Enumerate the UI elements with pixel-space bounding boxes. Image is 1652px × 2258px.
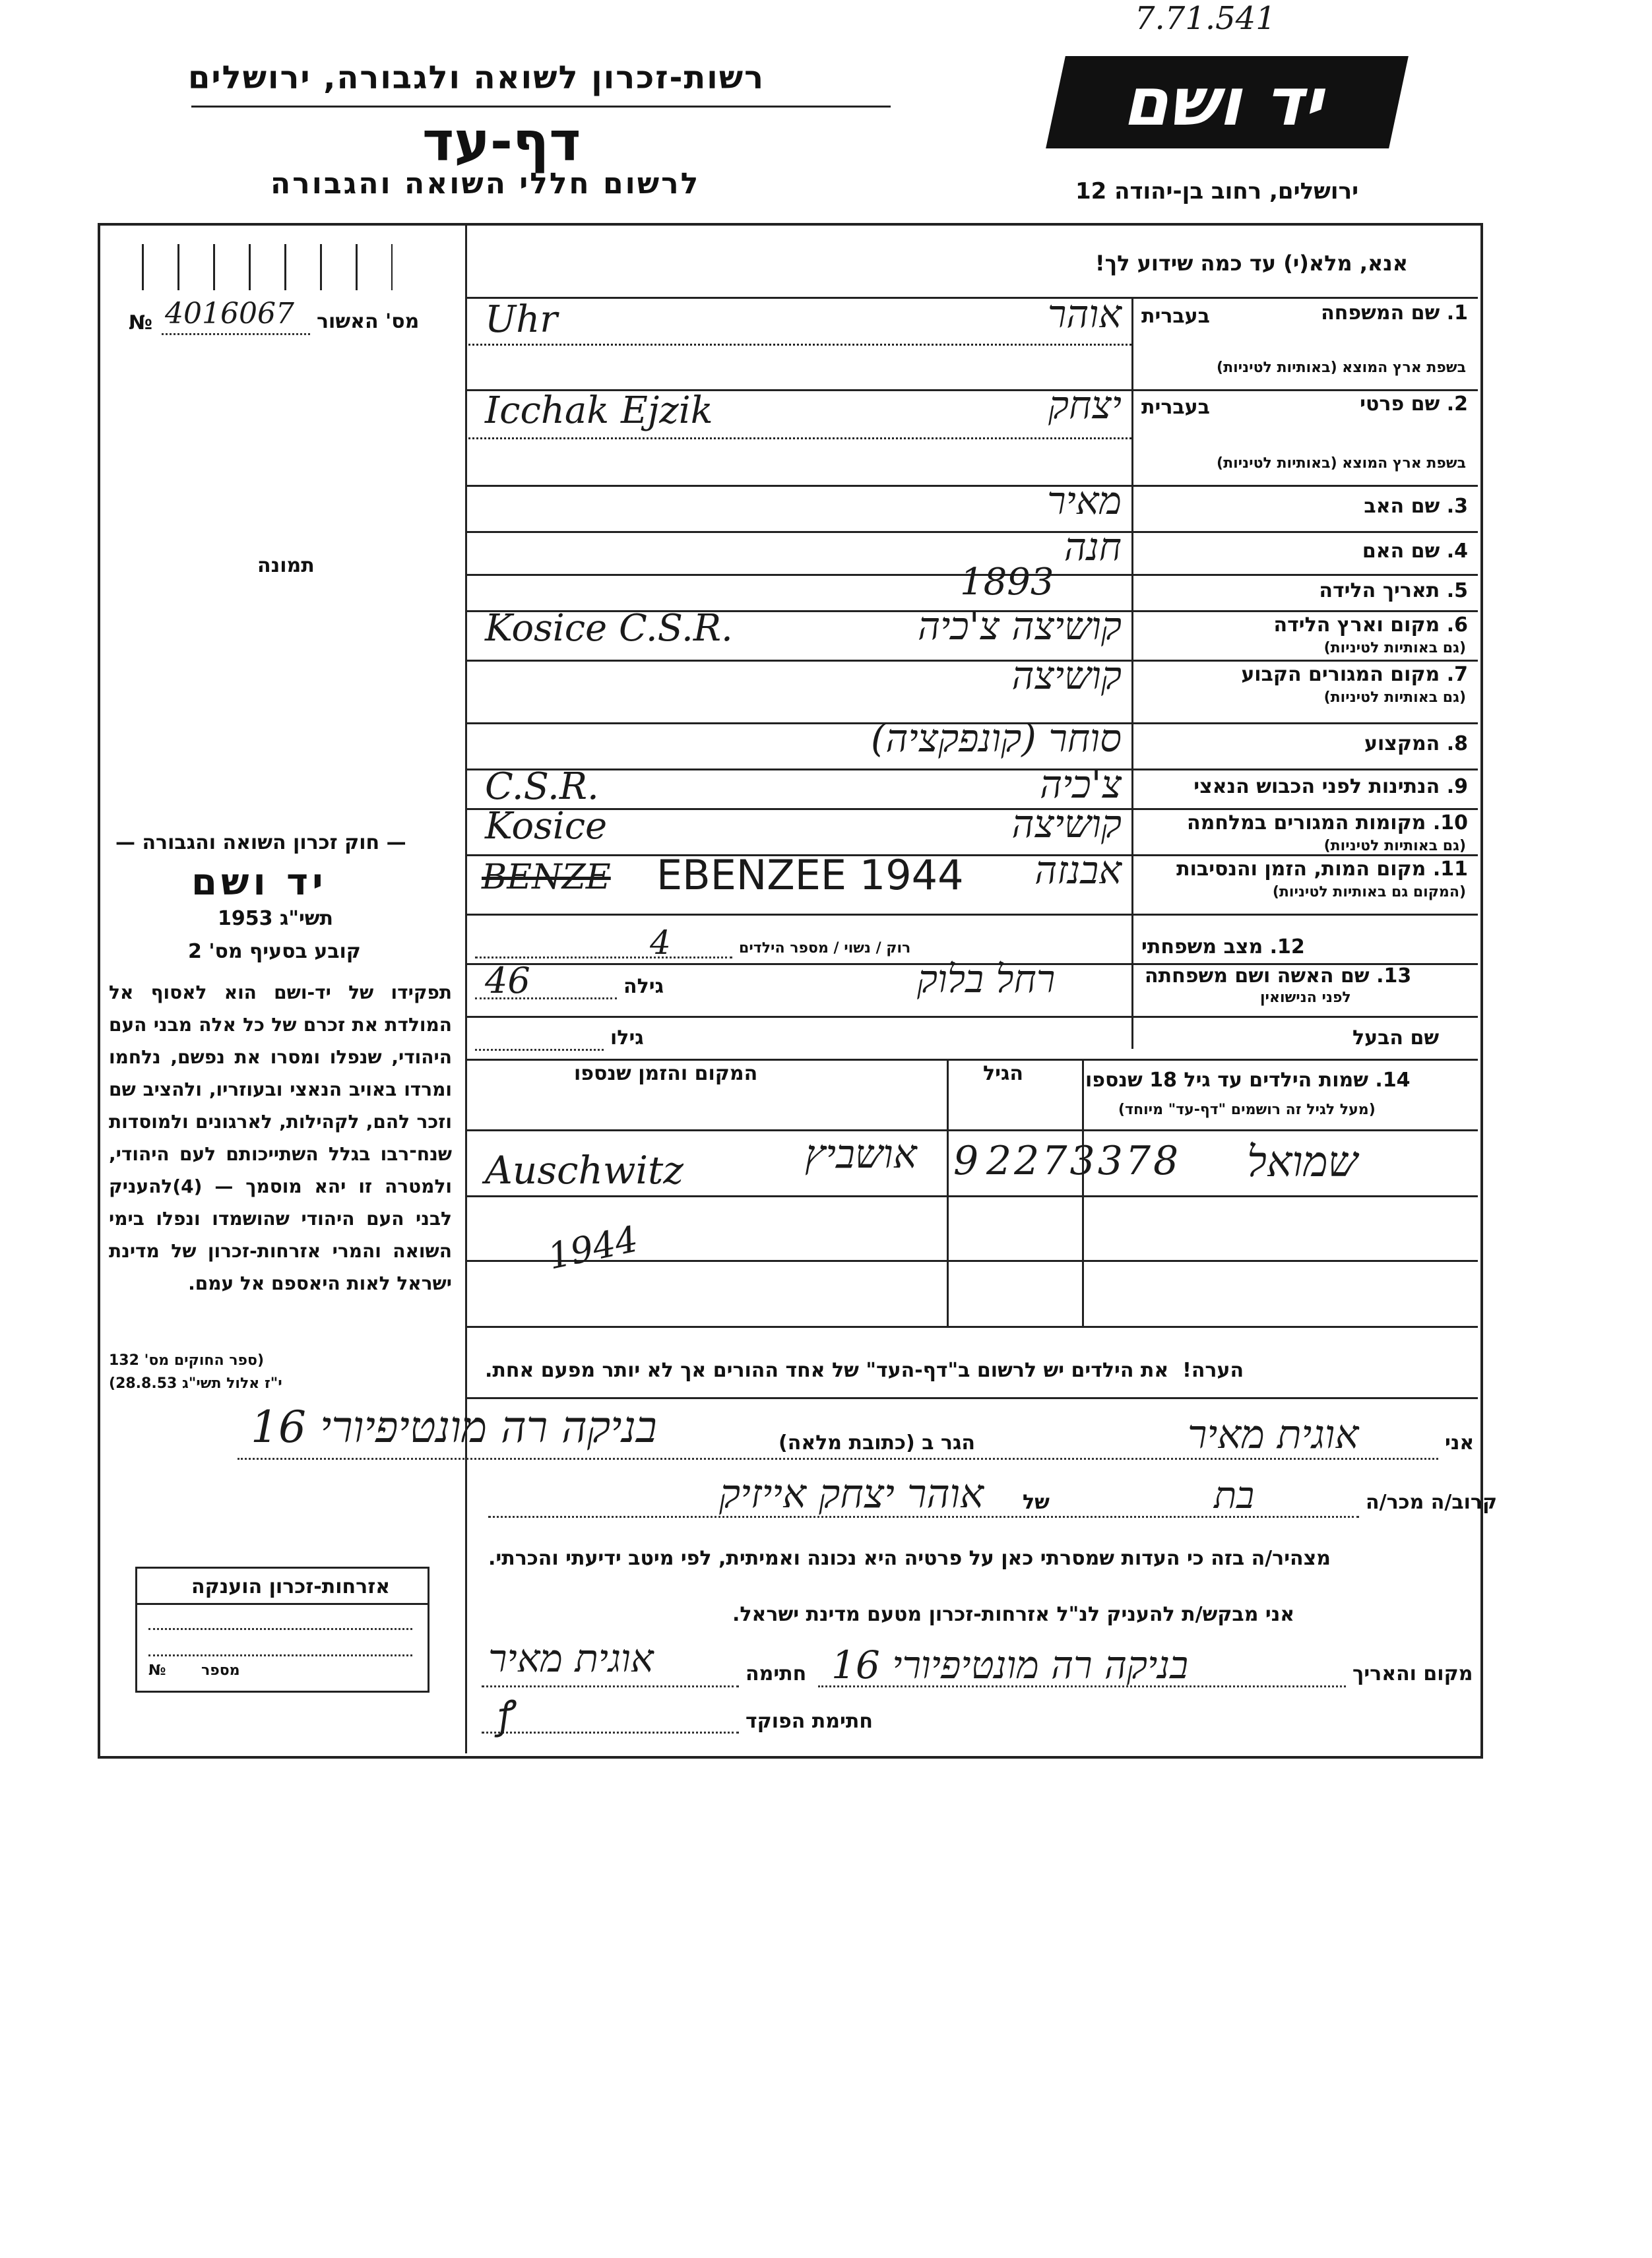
field-label-text: שם פרטי [1360, 392, 1440, 416]
declarant-address: בניקה רה מונטיפיורי 16 [251, 1402, 657, 1453]
children-count-value: 4 [650, 924, 671, 962]
children-table-bottom [465, 1326, 1478, 1328]
address: ירושלים, רחוב בן-יהודה 12 [1075, 178, 1359, 204]
field-label-text: מקום וארץ הלידה [1273, 613, 1440, 637]
approval-boxes [142, 244, 393, 290]
husband-age-line [475, 1049, 604, 1051]
intro-text: אנא, מלא(י) עד כמה שידוע לך! [1095, 251, 1409, 276]
field-label [1364, 732, 1468, 755]
field-label [1362, 540, 1468, 563]
field-value-hebrew: חנה [1064, 524, 1122, 569]
field-row-line [465, 914, 1478, 916]
note-bottom [465, 1397, 1478, 1399]
children-num: 14. [1375, 1069, 1411, 1092]
law-name: יד ושם [191, 861, 327, 904]
field-subrow-line [465, 437, 1131, 439]
approval-number: 4016067 [165, 297, 294, 330]
field-label-text: הנתינות לפני הכבוש הנאצי [1193, 775, 1440, 798]
child-year: 1944 [544, 1218, 642, 1278]
law-title: — חוק זכרון השואה והגבורה — [115, 831, 406, 854]
field-number: 7. [1446, 663, 1468, 686]
declarant-line2 [488, 1516, 1359, 1518]
family-status-label [1141, 935, 1305, 958]
place-date-value: בניקה רה מונטיפיורי 16 [831, 1643, 1189, 1687]
declarant-relation: בת [1214, 1474, 1255, 1517]
field-subrow-line [465, 344, 1131, 346]
field-crossed-out: BENZE [482, 858, 611, 897]
field-value-latin: C.S.R. [485, 765, 599, 808]
field-value-latin: Icchak Ejzik [485, 389, 713, 432]
field-value-latin: Kosice [485, 805, 608, 848]
family-label: מצב משפחתי [1141, 935, 1263, 958]
child-age: 9 [953, 1138, 979, 1184]
certificate-title-line [135, 1603, 428, 1605]
field-label-text: מקום המות, הזמן והנסיבות [1176, 858, 1426, 881]
children-count-label: רוק / נשוי / מספר הילדים [739, 940, 911, 957]
field-label [1364, 495, 1468, 518]
approval-label: מס' האשור [317, 310, 420, 333]
officer-signature-label: חתימת הפוקד [746, 1710, 873, 1733]
field-number: 1. [1446, 301, 1468, 325]
children-table-top [465, 1059, 1478, 1061]
field-value-latin: Kosice C.S.R. [485, 607, 733, 650]
note-text: את הילדים יש לרשום ב"דף-העד" של אחד ההורים אך לא יותר מפעם אחת. [485, 1359, 1169, 1382]
certificate-number-prefix: № [148, 1662, 166, 1679]
field-value-hebrew: אוהר [1047, 292, 1122, 336]
field-label-text: שם האב [1364, 495, 1440, 518]
declaration-text: מצהיר/ה בזה כי העדות שמסרתי כאן על פרטיה היא נכונה ואמיתית, לפי מיטב ידיעתי והכרתי. [488, 1547, 1331, 1570]
field-label-text: מקום המגורים הקבוע [1241, 663, 1440, 686]
law-source-date: י"ז אלול תשי"ג 28.8.53) [109, 1375, 282, 1392]
officer-signature-mark: ꝭ [492, 1693, 515, 1738]
labels-divider [1131, 297, 1133, 1049]
field-row-line [465, 485, 1478, 487]
field-value-hebrew: קושיצה [1011, 801, 1122, 846]
field-row-line [465, 808, 1478, 810]
declarant-line1 [238, 1458, 1438, 1460]
field-label-text: מקומות המגורים במלחמה [1187, 811, 1426, 834]
certificate-number-label: מספר [201, 1662, 240, 1679]
field-label [1274, 613, 1468, 637]
field-number: 5. [1446, 579, 1468, 602]
place-date-label: מקום והאריך [1352, 1662, 1473, 1685]
children-col-age: הגיל [983, 1062, 1023, 1085]
field-label [1193, 775, 1468, 798]
form-title: דף-עד [422, 111, 581, 173]
field-sub-label: (גם באותיות לטיניות) [1323, 838, 1466, 854]
institution-name: רשות-זכרון לשואה ולגבורה, ירושלים [188, 59, 765, 96]
field-value-hebrew: יצחק [1048, 383, 1122, 427]
field-sub-label: (גם באותיות לטיניות) [1323, 689, 1466, 706]
children-count-line [475, 957, 732, 958]
intro-divider [465, 297, 1478, 299]
husband-age-label: גילו [610, 1026, 644, 1050]
field-sub-label: בשפת ארץ המוצא (באותיות לטיניות) [1217, 360, 1466, 376]
field-value-hebrew: מאיר [1047, 478, 1122, 523]
field-value-hebrew: סוחר (קונפקציה) [870, 716, 1122, 761]
children-col-divider-1 [1082, 1059, 1084, 1326]
document-number: 7.71.541 [1135, 0, 1276, 37]
approval-line [162, 333, 310, 335]
form-subtitle: לרשום חללי השואה והגבורה [270, 167, 701, 201]
field-value-latin: Uhr [485, 298, 558, 341]
place-date-line [818, 1685, 1346, 1687]
field-label-text: שם המשפחה [1321, 301, 1440, 325]
child-number: 2273378 [986, 1138, 1182, 1184]
wife-label-text: שם האשה ושם משפחתה [1145, 964, 1370, 988]
field-sub-label: (המקום גם באותיות לטיניות) [1272, 884, 1466, 900]
child-name: שמואל [1247, 1138, 1358, 1187]
photo-label: תמונה [257, 554, 315, 577]
field-value-latin: EBENZEE 1944 [656, 851, 964, 899]
field-row-line [465, 768, 1478, 770]
field-number: 9. [1446, 775, 1468, 798]
wife-label [1145, 964, 1411, 988]
field-number: 3. [1446, 495, 1468, 518]
field-number: 8. [1446, 732, 1468, 755]
field-row-line [465, 660, 1478, 662]
wife-name-value: רחל בלוק [917, 957, 1056, 1001]
field-label-text: שם האם [1362, 539, 1440, 563]
field-number: 2. [1446, 392, 1468, 416]
declarant-of-label: של [1023, 1491, 1050, 1514]
request-text: אני מבקש/ת להעניק לנ"ל אזרחות-זכרון מטעם מדינת ישראל. [732, 1603, 1295, 1626]
field-label [1360, 392, 1468, 416]
field-row-line [465, 531, 1478, 533]
wife-age-label: גילה [623, 975, 664, 998]
field-value-hebrew: צ'כיה [1040, 762, 1122, 807]
institution-underline [191, 106, 891, 108]
children-col-divider-2 [947, 1059, 949, 1326]
declarant-line2-prefix: קרוב/ה מכר/ה [1366, 1491, 1498, 1514]
note [485, 1359, 1244, 1382]
field-number: 6. [1446, 613, 1468, 637]
field-label-text: המקצוע [1364, 732, 1440, 755]
law-text: תפקידו של יד-ושם הוא לאסוף אל המולדת את זכרם של כל אלה מבני העם היהודי, שנפלו ומסרו את נפשם, נלחמו ומרדו באויב הנאצי ובעוזריו, ולהציב שם וזכר להם, לקהילות, לארגונים ולמוסדות שנח־רבו בגלל השתייכותם לעם היהודי, ולמטרה זו יהא מוסמך — (4)להעניק לבני העם היהודי שהושמדו ונפלו בימי השואה והמרי אזרחות-זכרון של מדינת ישראל לאות היאספם אל עמם. [109, 982, 452, 1294]
note-label: הערה! [1182, 1359, 1244, 1382]
children-sub-label: (מעל לגיל זה רושמים "דף-עד" מיוחד) [1118, 1102, 1376, 1118]
child-place-hebrew: אושביץ [805, 1131, 917, 1177]
signature-label: חתימה [746, 1662, 807, 1685]
child-place-latin: Auschwitz [485, 1148, 683, 1193]
left-column-divider [465, 223, 467, 1753]
field-label [1321, 301, 1468, 325]
officer-signature-line [482, 1732, 739, 1734]
field-label [1176, 858, 1468, 881]
field-hebrew-tag: בעברית [1141, 396, 1210, 419]
field-row-line [465, 854, 1478, 856]
field-value-hebrew: קושיצה צ'כיה [918, 604, 1122, 648]
signature-line [482, 1685, 739, 1687]
field-label [1319, 579, 1468, 602]
field-value: 1893 [960, 561, 1054, 604]
yad-vashem-logo: יד ושם [1046, 56, 1409, 148]
husband-label: שם הבעל [1352, 1026, 1440, 1050]
declarant-relative: אוהר יצחק אייזיק [719, 1471, 984, 1517]
wife-age-value: 46 [485, 960, 530, 1001]
family-num: 12. [1269, 935, 1305, 958]
declarant-line1-prefix: אני [1445, 1431, 1475, 1455]
children-row-line-1 [465, 1195, 1478, 1197]
law-source: (ספר החוקים מס' 132 [109, 1352, 265, 1369]
field-number: 4. [1446, 539, 1468, 563]
declarant-name: אוגית מאיר [1188, 1412, 1359, 1458]
field-label-text: תאריך הלידה [1319, 579, 1440, 602]
field-value-hebrew: אבנזה [1034, 848, 1122, 893]
signature-value: אוגית מאיר [488, 1636, 654, 1681]
field-number: 10. [1432, 811, 1468, 834]
children-header-bottom [465, 1129, 1478, 1131]
field-label [1241, 663, 1468, 686]
declarant-address-label: הגר ב (כתובת מלאה) [778, 1431, 976, 1455]
wife-num: 13. [1376, 964, 1412, 988]
children-col-place: המקום והזמן שנספו [574, 1062, 758, 1085]
field-value-hebrew: קושיצה [1011, 653, 1122, 698]
field-hebrew-tag: בעברית [1141, 305, 1210, 328]
certificate-line-2 [148, 1654, 412, 1656]
law-clause: קובע בסעיף מס' 2 [188, 940, 361, 963]
field-number: 11. [1432, 858, 1468, 881]
certificate-line-1 [148, 1628, 412, 1630]
husband-row-top [465, 1016, 1478, 1018]
certificate-title: אזרחות-זכרון הוענקה [191, 1575, 391, 1598]
field-label [1187, 811, 1468, 834]
children-section-label [1085, 1069, 1411, 1092]
field-sub-label: (גם באותיות לטיניות) [1323, 640, 1466, 656]
field-sub-label: בשפת ארץ המוצא (באותיות לטיניות) [1217, 455, 1466, 472]
wife-sub-label: לפני הנישואין [1260, 989, 1351, 1006]
children-label: שמות הילדים עד גיל 18 שנספו [1085, 1069, 1368, 1092]
law-year: תשי"ג 1953 [218, 907, 334, 930]
approval-prefix: № [129, 311, 153, 334]
